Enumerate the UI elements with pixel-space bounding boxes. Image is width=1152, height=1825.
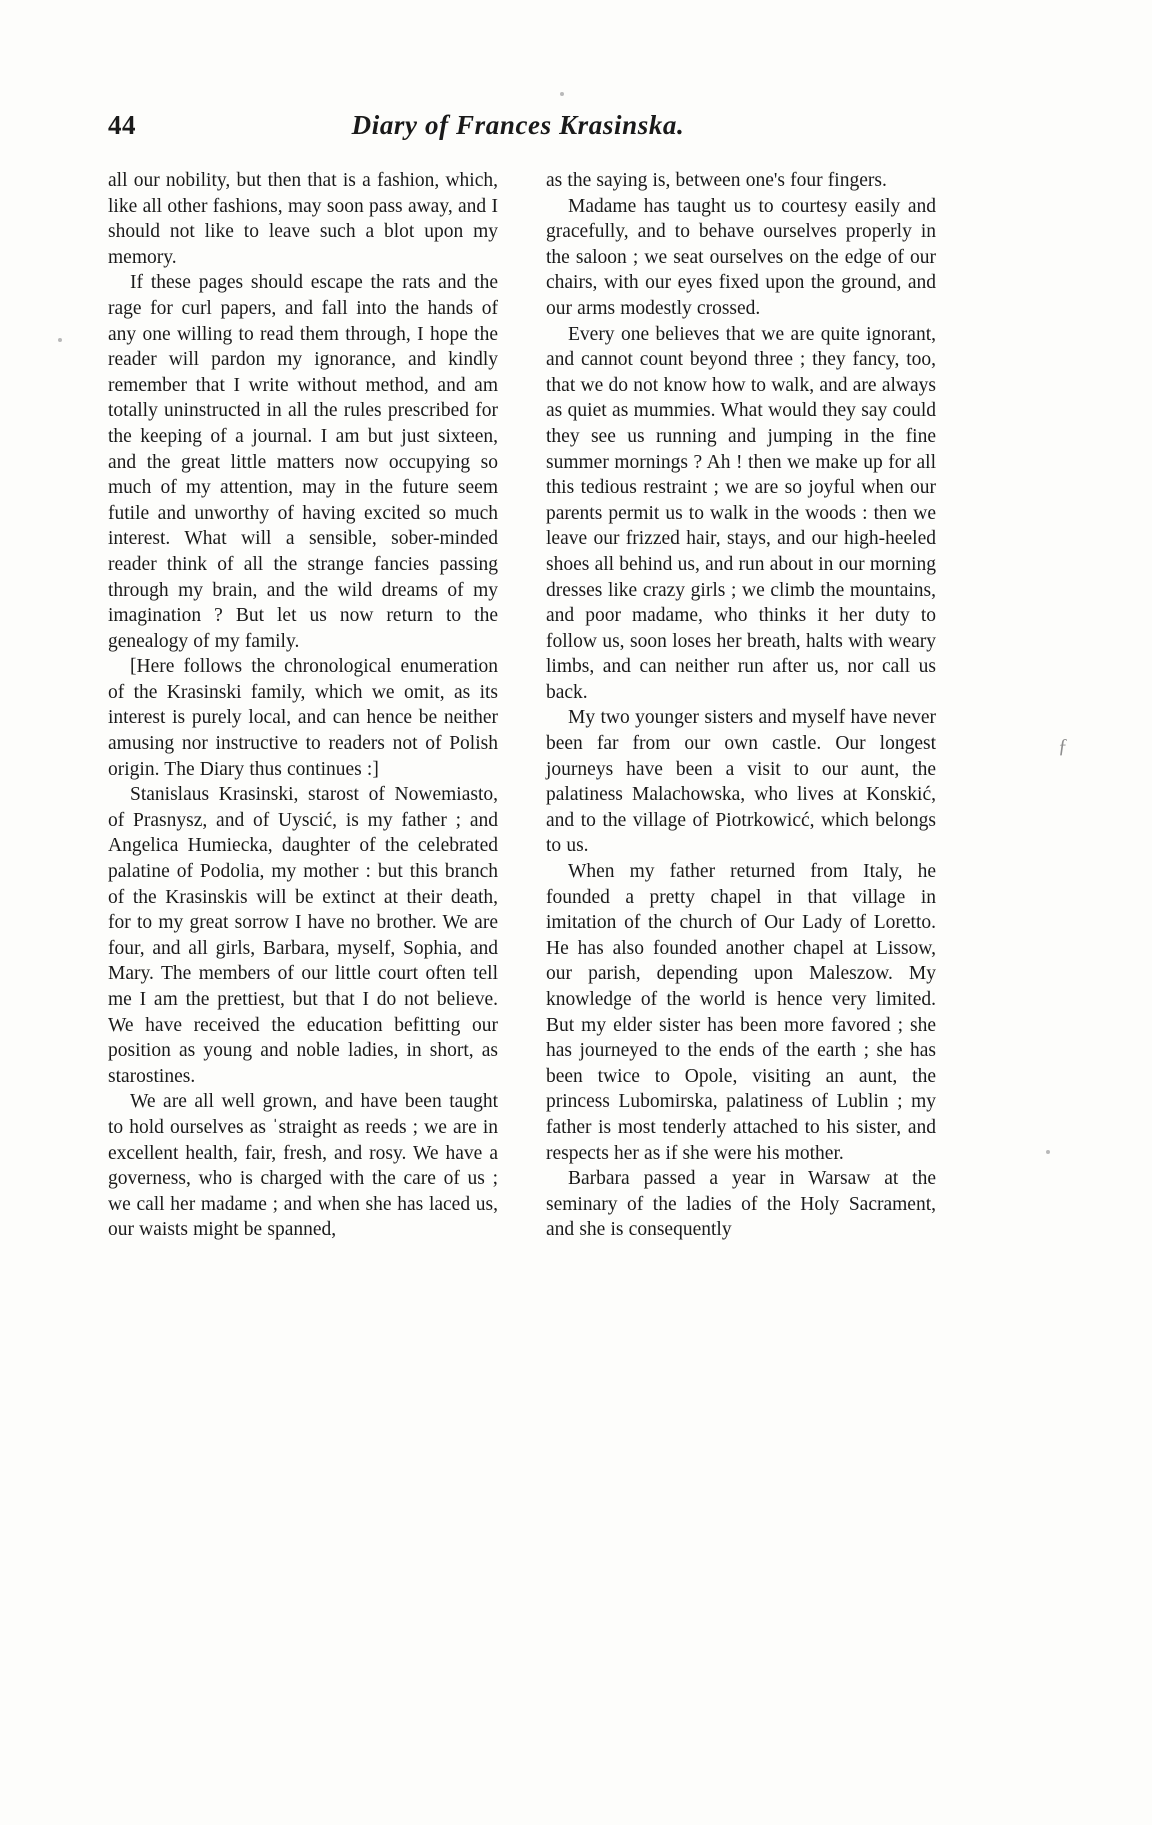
paragraph: [Here follows the chronological enumeration of the Krasinski family, which we omit, as its interest is purely local, and can hence be neither amusing nor instructive to readers not of Polish origin. The Diary thus continues :] — [108, 656, 498, 780]
paragraph: Barbara passed a year in Warsaw at the seminary of the ladies of the Holy Sacrament, and she is consequently — [546, 1168, 936, 1241]
paragraph: My two younger sisters and myself have never been far from our own castle. Our longest journeys have been a visit to our aunt, the palatiness Malachowska, who lives at Konskić, and to the village of Piotrkowicć, which belongs to us. — [546, 707, 936, 857]
margin-mark-icon: ƒ — [1058, 735, 1068, 757]
paragraph: When my father returned from Italy, he founded a pretty chapel in that village in imitation of the church of Our Lady of Loretto. He has also founded another chapel at Lissow, our parish, depending upon Maleszow. My knowledge of the world is hence very limited. But my elder sister has been more favored ; she has journeyed to the ends of the earth ; she has been twice to Opole, visiting an aunt, the princess Lubomirska, palatiness of Lublin ; my father is most tenderly attached to his sister, and respects her as if she were his mother. — [546, 861, 936, 1164]
scan-speck-icon — [1046, 1150, 1050, 1154]
left-column — [108, 168, 498, 1243]
paragraph: If these pages should escape the rats and the rage for curl papers, and fall into the hands of any one willing to read them through, I hope the reader will pardon my ignorance, and kindly remember that I write without method, and am totally uninstructed in all the rules prescribed for the keeping of a journal. I am but just sixteen, and the great little matters now occupying so much of my attention, may in the future seem futile and unworthy of having excited so much interest. What will a sensible, sober-minded reader think of all the strange fancies passing through my brain, and the wild dreams of my imagination ? But let us now return to the genealogy of my family. — [108, 272, 498, 652]
paragraph: Madame has taught us to courtesy easily and gracefully, and to behave ourselves properly in the saloon ; we seat ourselves on the edge of our chairs, with our eyes fixed upon the ground, and our arms modestly crossed. — [546, 195, 936, 319]
paragraph: Stanislaus Krasinski, starost of Nowemiasto, of Prasnysz, and of Uyscić, is my father ; and Angelica Humiecka, daughter of the celebrated palatine of Podolia, my mother : but this branch of the Krasinskis will be extinct at their death, for to my great sorrow I have no brother. We are four, and all girls, Barbara, myself, Sophia, and Mary. The members of our little court often tell me I am the prettiest, but that I do not believe. We have received the education befitting our position as young and noble ladies, in short, as starostines. — [108, 784, 498, 1087]
right-column — [546, 168, 936, 1243]
paragraph: as the saying is, between one's four fingers. — [546, 170, 887, 191]
running-title: Diary of Frances Krasinska. — [351, 110, 685, 140]
scan-speck-icon — [560, 92, 564, 96]
page-header — [108, 110, 928, 150]
paragraph: all our nobility, but then that is a fashion, which, like all other fashions, may soon pass away, and I should not like to leave such a blot upon my memory. — [108, 170, 498, 268]
page-number: 44 — [108, 110, 136, 140]
scan-speck-icon — [58, 338, 62, 342]
text-body — [108, 168, 936, 1243]
paragraph: Every one believes that we are quite ignorant, and cannot count beyond three ; they fancy, too, that we do not know how to walk, and are always as quiet as mummies. What would they say could they see us running and jumping in the fine summer mornings ? Ah ! then we make up for all this tedious restraint ; we are so joyful when our parents permit us to walk in the woods : then we leave our frizzed hair, stays, and our high-heeled shoes all behind us, and run about in our morning dresses like crazy girls ; we climb the mountains, and poor madame, who thinks it her duty to follow us, soon loses her breath, halts with weary limbs, and can neither run after us, nor call us back. — [546, 323, 936, 703]
paragraph: We are all well grown, and have been taught to hold ourselves as ˈstraight as reeds ; we are in excellent health, fair, fresh, and rosy. We have a governess, who is charged with the care of us ; we call her madame ; and when she has laced us, our waists might be spanned, — [108, 1091, 498, 1241]
